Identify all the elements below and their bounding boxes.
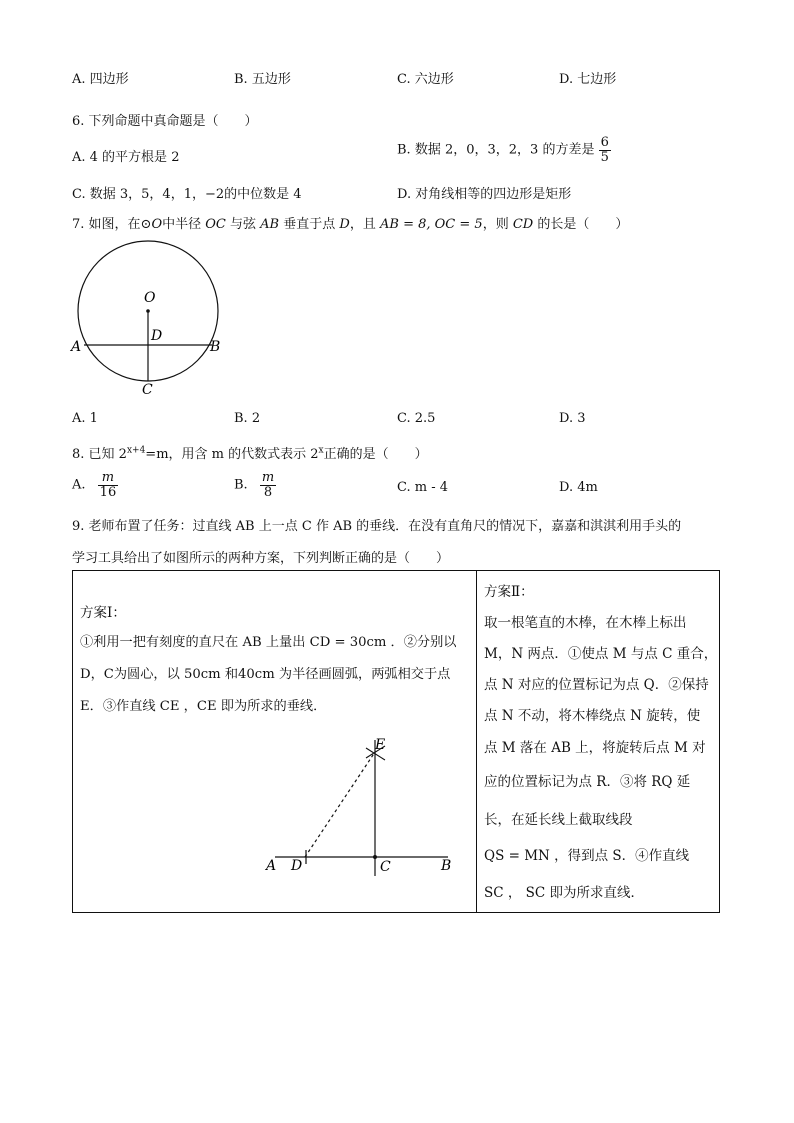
label-e: E <box>375 737 386 753</box>
label-a: A <box>71 339 82 355</box>
label-d: D <box>151 328 163 344</box>
q8-stem-part: 正确的是（ ） <box>323 447 428 462</box>
q8-option-a-letter: A. <box>72 477 86 493</box>
label-d: D <box>291 858 303 874</box>
q8-option-a-fraction <box>98 471 119 499</box>
q7-stem-var: CD <box>512 217 534 232</box>
q7-stem-part: 7. 如图，在⊙ <box>72 217 152 232</box>
fraction-denominator: 16 <box>99 484 117 500</box>
plan1-line3: E．③作直线 CE ，CE 即为所求的垂线． <box>80 699 327 714</box>
q8-option-a <box>72 471 118 499</box>
q7-stem-part: 垂直于点 <box>283 217 336 232</box>
q8-stem-part: =m，用含 m 的代数式表示 2 <box>145 447 319 462</box>
plan2-line: 点 M 落在 AB 上，将旋转后点 M 对 <box>484 740 706 756</box>
q6-stem: 6. 下列命题中真命题是（ ） <box>72 114 258 129</box>
q7-option-a: A. 1 <box>72 411 98 426</box>
q7-stem-var: AB <box>260 217 280 232</box>
q8-stem-exponent: x <box>318 445 324 456</box>
plan1-figure <box>258 730 468 880</box>
plan2-line: 点 N 不动，将木棒绕点 N 旋转，使 <box>484 708 701 724</box>
q8-option-b-fraction <box>260 471 276 499</box>
line-de-dashed <box>305 752 375 857</box>
q5-option-a: A. 四边形 <box>72 72 129 87</box>
q7-stem-part: 的长是（ ） <box>537 217 629 232</box>
label-b: B <box>210 339 221 355</box>
plan1-line2: D，C为圆心，以 50cm 和40cm 为半径画圆弧，两弧相交于点 <box>80 667 451 682</box>
q6-option-b <box>397 136 611 164</box>
q6-option-b-text: B. 数据 2，0，3，2，3 的方差是 <box>397 142 595 158</box>
q7-stem-var: O <box>151 217 163 232</box>
plan2-title: 方案Ⅱ： <box>484 584 534 600</box>
q8-option-b <box>234 471 276 499</box>
plan1-title: 方案Ⅰ： <box>80 605 126 621</box>
q7-stem-part: 中半径 <box>162 217 202 232</box>
fraction-denominator: 8 <box>263 484 273 500</box>
q5-option-d: D. 七边形 <box>559 72 617 87</box>
q7-option-b: B. 2 <box>234 411 261 426</box>
plan2-line: QS = MN ，得到点 S．④作直线 <box>484 848 690 864</box>
fraction-numerator: m <box>98 471 119 486</box>
plan2-line: 长，在延长线上截取线段 <box>484 812 633 828</box>
q7-option-d: D. 3 <box>559 411 586 426</box>
q7-circle-figure <box>64 236 234 400</box>
q7-stem-equation: AB = 8, OC = 5 <box>380 217 483 232</box>
fraction-numerator: m <box>261 470 275 485</box>
plan2-line: 取一根笔直的木棒，在木棒上标出 <box>484 615 687 631</box>
q7-stem-var: OC <box>205 217 226 232</box>
q8-stem-exponent: x+4 <box>126 445 146 456</box>
label-c: C <box>142 382 153 398</box>
plans-table-divider <box>476 570 477 913</box>
q8-stem <box>72 443 428 462</box>
label-c: C <box>380 859 391 875</box>
label-o: O <box>144 290 156 306</box>
label-a: A <box>266 858 277 874</box>
q5-option-c: C. 六边形 <box>397 72 454 87</box>
q5-option-b: B. 五边形 <box>234 72 291 87</box>
q8-option-d: D. 4m <box>559 480 598 495</box>
q8-option-b-letter: B. <box>234 477 248 493</box>
fraction-denominator: 5 <box>600 149 609 165</box>
q6-option-c: C. 数据 3，5，4，1，−2的中位数是 4 <box>72 187 302 202</box>
fraction-numerator: 6 <box>600 135 609 150</box>
q9-stem-line2: 学习工具给出了如图所示的两种方案，下列判断正确的是（ ） <box>72 551 450 566</box>
q7-option-c: C. 2.5 <box>397 411 436 426</box>
q8-option-c: C. m - 4 <box>397 480 449 495</box>
plan2-line: 点 N 对应的位置标记为点 Q．②保持 <box>484 677 709 693</box>
plan2-line: 应的位置标记为点 R．③将 RQ 延 <box>484 774 691 790</box>
q7-stem-var: D <box>339 217 350 232</box>
point-c <box>373 855 377 859</box>
label-b: B <box>441 858 452 874</box>
q6-option-d: D. 对角线相等的四边形是矩形 <box>397 187 572 202</box>
q7-stem <box>72 213 628 232</box>
q7-stem-part: ，且 <box>349 217 376 232</box>
q7-stem-part: ，则 <box>482 217 509 232</box>
plan2-line: M，N 两点．①使点 M 与点 C 重合， <box>484 646 718 662</box>
q9-stem-line1: 9. 老师布置了任务：过直线 AB 上一点 C 作 AB 的垂线．在没有直角尺的情况下，嘉嘉和淇淇利用手头的 <box>72 519 682 534</box>
q7-stem-part: 与弦 <box>230 217 257 232</box>
plan1-line1: ①利用一把有刻度的直尺在 AB 上量出 CD = 30cm ．②分别以 <box>80 635 457 650</box>
q6-option-b-fraction <box>599 136 611 164</box>
q6-option-a: A. 4 的平方根是 2 <box>72 150 180 165</box>
center-point <box>146 309 150 313</box>
q8-stem-part: 8. 已知 2 <box>72 447 127 462</box>
plan2-line: SC ， SC 即为所求直线． <box>484 885 645 901</box>
